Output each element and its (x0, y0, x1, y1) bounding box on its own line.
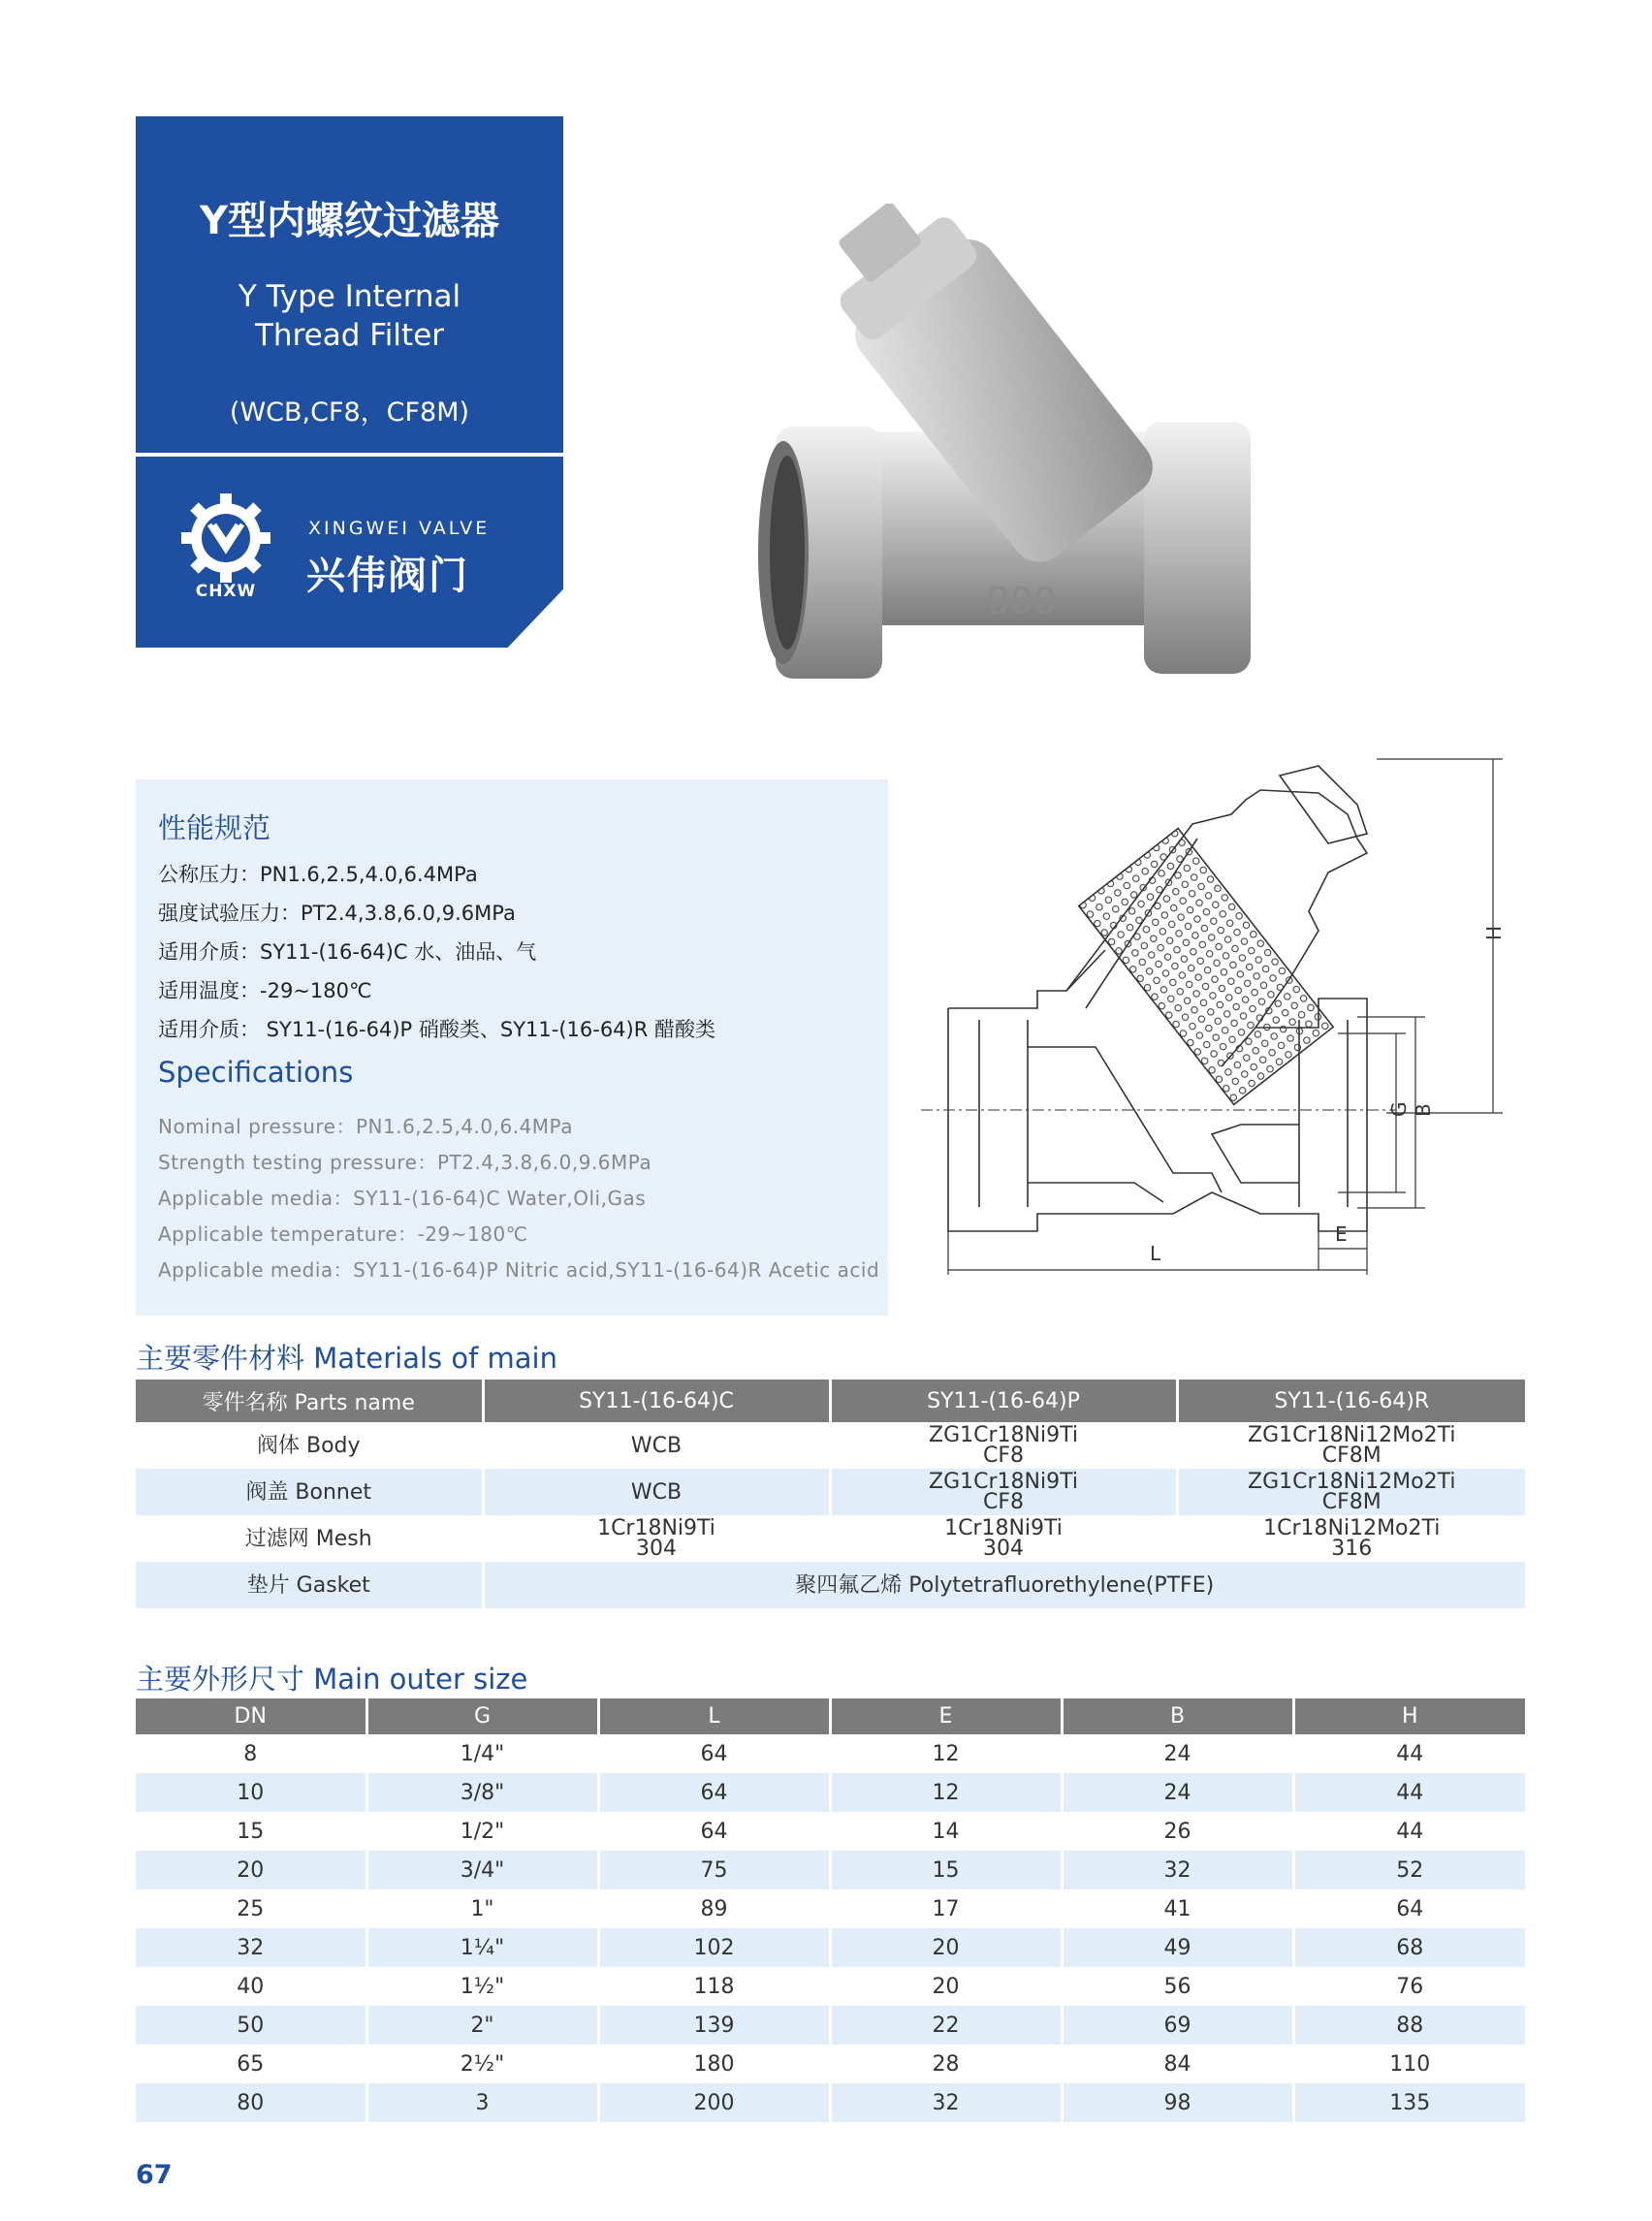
cell-line: CF8 (982, 1490, 1024, 1514)
column-header: DN (136, 1698, 366, 1734)
column-header: SY11-(16-64)P (830, 1380, 1177, 1422)
table-cell: 89 (598, 1889, 830, 1928)
table-cell: 2" (366, 2006, 598, 2045)
column-header: 零件名称 Parts name (136, 1380, 483, 1422)
cell-line: CF8 (982, 1444, 1024, 1468)
table-cell: 69 (1062, 2006, 1293, 2045)
column-header: H (1293, 1698, 1525, 1734)
table-cell: 1/4" (366, 1734, 598, 1773)
cell-line: 1Cr18Ni9Ti (944, 1516, 1063, 1540)
table-cell: 180 (598, 2045, 830, 2083)
table-cell: 25 (136, 1889, 366, 1928)
table-cell: 50 (136, 2006, 366, 2045)
table-cell: 26 (1062, 1812, 1293, 1851)
dimension-l-label: L (1150, 1242, 1161, 1265)
cell-line: 316 (1331, 1537, 1373, 1561)
table-cell: 139 (598, 2006, 830, 2045)
table-cell: 32 (136, 1928, 366, 1967)
table-cell: 32 (830, 2083, 1062, 2122)
specs-heading-cn: 性能规范 (158, 811, 271, 844)
product-title-en-line2: Thread Filter (254, 318, 445, 353)
table-cell: 17 (830, 1889, 1062, 1928)
cell-line: 304 (983, 1537, 1024, 1561)
table-cell: 64 (1396, 1896, 1424, 1921)
table-cell: 88 (1293, 2006, 1525, 2045)
product-title-en-line1: Y Type Internal (238, 279, 461, 314)
spec-item-cn: 适用温度：-29~180℃ (158, 979, 372, 1002)
column-header: SY11-(16-64)R (1177, 1380, 1525, 1422)
table-cell (830, 1515, 1177, 1562)
table-cell: 阀盖 Bonnet (136, 1469, 483, 1515)
table-cell: 15 (136, 1812, 366, 1851)
column-header: E (830, 1698, 1062, 1734)
logo-abbreviation: CHXW (195, 582, 257, 601)
table-cell: 32 (1062, 1851, 1293, 1889)
table-cell: 12 (830, 1734, 1062, 1773)
table-row (136, 2006, 1525, 2045)
table-header-row (136, 1380, 1525, 1422)
table-row (136, 1851, 1525, 1889)
table-header-row (136, 1698, 1525, 1734)
table-row (136, 2083, 1525, 2122)
table-cell (1177, 1422, 1525, 1469)
table-cell: 98 (1062, 2083, 1293, 2122)
table-cell: 阀体 Body (136, 1422, 483, 1469)
table-row (136, 1562, 1525, 1608)
table-row (136, 1928, 1525, 1967)
spec-item-cn: 适用介质： SY11-(16-64)P 硝酸类、SY11-(16-64)R 醋酸类 (158, 1018, 716, 1041)
table-cell: 20 (136, 1851, 366, 1889)
table-cell: 41 (1062, 1889, 1293, 1928)
product-photo (698, 204, 1299, 727)
table-row (136, 1773, 1525, 1812)
cell-line: ZG1Cr18Ni9Ti (929, 1470, 1078, 1494)
size-section-title: 主要外形尺寸 Main outer size (136, 1663, 528, 1696)
spec-item-cn: 公称压力：PN1.6,2.5,4.0,6.4MPa (158, 863, 478, 886)
dimension-g-label: G (1387, 1101, 1411, 1117)
table-row (136, 1967, 1525, 2006)
table-cell: WCB (483, 1422, 830, 1469)
table-cell: 52 (1293, 1851, 1525, 1889)
table-cell: 14 (830, 1812, 1062, 1851)
table-cell (1177, 1469, 1525, 1515)
spec-item-en: Applicable media：SY11-(16-64)P Nitric acid,SY11-(16-64)R Acetic acid (158, 1258, 880, 1282)
table-row (136, 1734, 1525, 1773)
table-cell: 3 (366, 2083, 598, 2122)
spec-item-cn: 适用介质：SY11-(16-64)C 水、油品、气 (158, 940, 537, 964)
table-cell: 22 (830, 2006, 1062, 2045)
spec-item-en: Applicable temperature：-29~180℃ (158, 1222, 528, 1246)
table-cell: 12 (830, 1773, 1062, 1812)
table-cell: 135 (1293, 2083, 1525, 2122)
table-cell: 84 (1062, 2045, 1293, 2083)
table-row (136, 1469, 1525, 1515)
table-cell: 64 (598, 1812, 830, 1851)
table-cell: 3/8" (366, 1773, 598, 1812)
table-cell: 110 (1389, 2051, 1431, 2077)
table-cell (483, 1515, 830, 1562)
table-cell: 44 (1293, 1773, 1525, 1812)
table-cell: 8 (136, 1734, 366, 1773)
table-cell (1177, 1515, 1525, 1562)
technical-drawing (921, 746, 1522, 1289)
table-cell: 3/4" (366, 1851, 598, 1889)
table-row (136, 2045, 1525, 2083)
table-cell (830, 1469, 1177, 1515)
dimension-h-label: H (1482, 925, 1506, 940)
dimension-e-label: E (1335, 1222, 1348, 1246)
table-cell: 20 (830, 1928, 1062, 1967)
specs-heading-en: Specifications (158, 1056, 354, 1089)
table-cell: 75 (598, 1851, 830, 1889)
table-cell: 15 (830, 1851, 1062, 1889)
column-header: L (598, 1698, 830, 1734)
dimension-b-label: B (1412, 1103, 1435, 1117)
table-cell: 68 (1293, 1928, 1525, 1967)
casting-mark: 008 (986, 578, 1057, 620)
brand-name-en: XINGWEI VALVE (308, 518, 491, 539)
spec-item-en: Nominal pressure：PN1.6,2.5,4.0,6.4MPa (158, 1115, 573, 1138)
table-cell: 24 (1062, 1734, 1293, 1773)
table-cell (830, 1422, 1177, 1469)
table-cell: 1" (366, 1889, 598, 1928)
cell-line: 1Cr18Ni9Ti (597, 1516, 715, 1540)
gear-logo-icon (177, 490, 274, 587)
column-header: SY11-(16-64)C (483, 1380, 830, 1422)
product-title-cn: Y型内螺纹过滤器 (200, 199, 499, 243)
table-cell: 28 (830, 2045, 1062, 2083)
column-header: G (366, 1698, 598, 1734)
table-cell: 过滤网 Mesh (136, 1515, 483, 1562)
spec-item-en: Applicable media：SY11-(16-64)C Water,Oli,Gas (158, 1187, 647, 1210)
table-cell: 1/2" (366, 1812, 598, 1851)
table-cell: 40 (136, 1967, 366, 2006)
table-row (136, 1422, 1525, 1469)
table-cell: WCB (483, 1469, 830, 1515)
spec-item-en: Strength testing pressure：PT2.4,3.8,6.0,9.6MPa (158, 1151, 652, 1174)
table-cell: 24 (1062, 1773, 1293, 1812)
cell-line: CF8M (1321, 1490, 1382, 1514)
cell-line: 304 (636, 1537, 677, 1561)
table-cell: 56 (1062, 1967, 1293, 2006)
spec-item-cn: 强度试验压力：PT2.4,3.8,6.0,9.6MPa (158, 902, 516, 925)
table-cell: 2½" (366, 2045, 598, 2083)
table-row (136, 1515, 1525, 1562)
page-number: 67 (136, 2160, 173, 2190)
table-cell: 65 (136, 2045, 366, 2083)
table-cell: 64 (598, 1734, 830, 1773)
table-cell: 44 (1396, 1741, 1424, 1766)
brand-name-cn: 兴伟阀门 (306, 554, 469, 598)
materials-table (136, 1380, 1525, 1608)
table-cell: 80 (136, 2083, 366, 2122)
column-header: B (1062, 1698, 1293, 1734)
cell-line: ZG1Cr18Ni12Mo2Ti (1248, 1470, 1456, 1494)
materials-section-title: 主要零件材料 Materials of main (136, 1342, 557, 1375)
table-cell: 聚四氟乙烯 Polytetrafluorethylene(PTFE) (483, 1562, 1525, 1608)
cell-line: ZG1Cr18Ni12Mo2Ti (1248, 1423, 1456, 1447)
cell-line: ZG1Cr18Ni9Ti (929, 1423, 1078, 1447)
table-cell: 44 (1396, 1819, 1424, 1844)
size-table (136, 1698, 1525, 2122)
table-cell: 垫片 Gasket (136, 1562, 483, 1608)
table-cell: 10 (136, 1773, 366, 1812)
product-materials: (WCB,CF8，CF8M) (229, 397, 470, 428)
table-cell: 49 (1062, 1928, 1293, 1967)
table-cell: 200 (598, 2083, 830, 2122)
table-row (136, 1812, 1525, 1851)
table-cell: 20 (830, 1967, 1062, 2006)
cell-line: CF8M (1321, 1444, 1382, 1468)
table-cell: 102 (598, 1928, 830, 1967)
table-row (136, 1889, 1525, 1928)
table-cell: 118 (598, 1967, 830, 2006)
header-divider (136, 453, 563, 457)
table-cell: 1¼" (366, 1928, 598, 1967)
cell-line: 1Cr18Ni12Mo2Ti (1263, 1516, 1441, 1540)
table-cell: 76 (1396, 1974, 1424, 1999)
table-cell: 1½" (366, 1967, 598, 2006)
table-cell: 64 (598, 1773, 830, 1812)
